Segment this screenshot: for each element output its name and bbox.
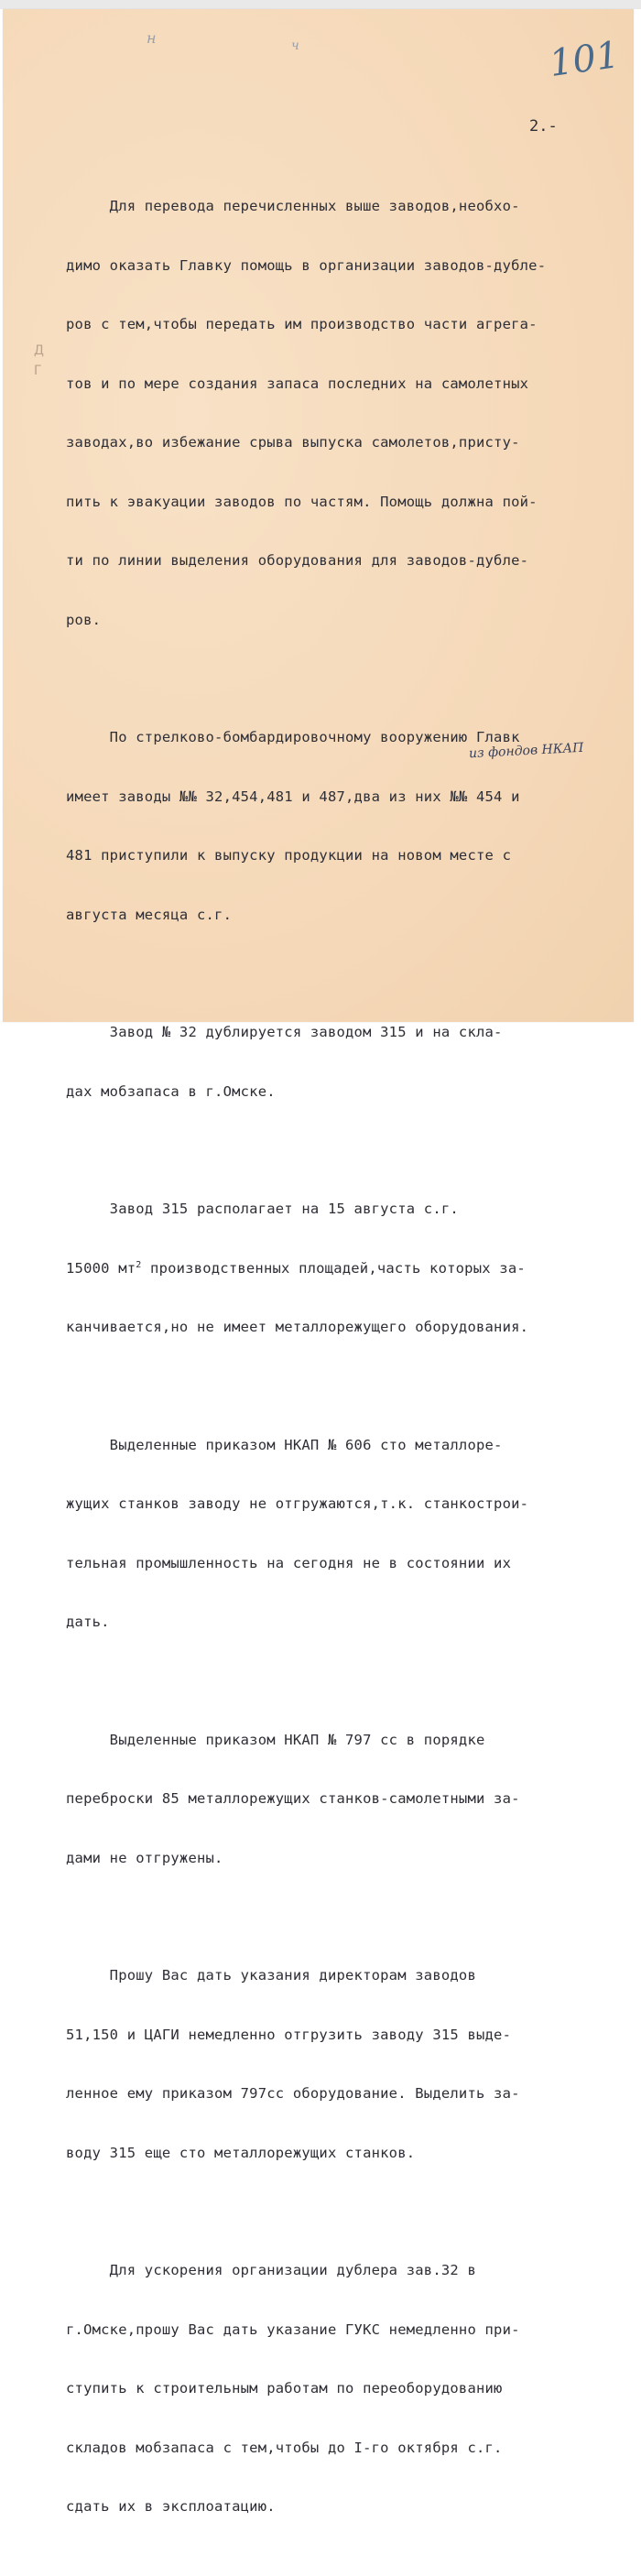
text-line: Для перевода перечисленных выше заводов,необхо- [66, 198, 520, 214]
text-line: По стрелково-бомбардировочному вооружению Главк [66, 729, 520, 745]
superscript: 2 [136, 1259, 142, 1270]
text-line: дами не отгружены. [66, 1849, 223, 1866]
pencil-mark: ч [291, 38, 299, 53]
text-line: складов мобзапаса с тем,чтобы до I-го октября с.г. [66, 2439, 503, 2456]
paragraph [66, 1927, 615, 2202]
text-line: Для ускорения организации дублера зав.32 в [66, 2262, 476, 2278]
text-line: переброски 85 металлорежущих станков-самолетными за- [66, 1790, 520, 1807]
paragraph [66, 689, 615, 964]
folio-number: 101 [547, 33, 623, 86]
text-line: димо оказать Главку помощь в организации заводов-дубле- [66, 256, 547, 274]
margin-mark: Г [34, 364, 42, 378]
text-line: Выделенные приказом НКАП № 797 сс в порядке [66, 1731, 485, 1748]
paragraph [66, 158, 615, 669]
text-fragment: 15000 мт [66, 1259, 136, 1277]
text-line: дах мобзапаса в г.Омске. [66, 1082, 276, 1100]
text-line: 51,150 и ЦАГИ немедленно отгрузить заводу 315 выде- [66, 2026, 512, 2043]
paragraph [66, 1691, 615, 1908]
paragraph [66, 2222, 615, 2557]
text-line: тельная промышленность на сегодня не в состоянии их [66, 1554, 512, 1571]
text-line: Прошу Вас дать указания директорам заводов [66, 1967, 476, 1984]
text-fragment: производственных площадей,часть которых за- [141, 1259, 526, 1277]
text-line: жущих станков заводу не отгружаются,т.к. станкострои- [66, 1495, 529, 1512]
paragraph [66, 1160, 615, 1377]
text-line: пить к эвакуации заводов по частям. Помощь должна пой- [66, 493, 538, 510]
handwritten-annotation: из фондов НКАП [468, 740, 584, 762]
text-line: дать. [66, 1614, 110, 1630]
margin-marks [34, 341, 44, 381]
paragraph [66, 1397, 615, 1672]
text-line: воду 315 еще сто металлорежущих станков. [66, 2144, 416, 2161]
text-line: канчивается,но не имеет металлорежущего оборудования. [66, 1319, 529, 1335]
text-line: ров. [66, 611, 102, 628]
margin-mark: Д [34, 343, 44, 358]
text-line: тов и по мере создания запаса последних на самолетных [66, 375, 529, 392]
document-body [66, 158, 615, 2576]
text-line: ров с тем,чтобы передать им производство части агрега- [66, 316, 538, 332]
pencil-mark: н [147, 29, 157, 47]
text-line [66, 1259, 615, 1279]
text-line: 481 приступили к выпуску продукции на новом месте с [66, 847, 512, 864]
text-line: г.Омске,прошу Вас дать указание ГУКС немедленно при- [66, 2321, 520, 2338]
text-line: заводах,во избежание срыва выпуска самолетов,присту- [66, 434, 520, 451]
text-line: ти по линии выделения оборудования для заводов-дубле- [66, 552, 529, 569]
text-line: имеет заводы №№ 32,454,481 и 487,два из них №№ 454 и [66, 788, 520, 805]
text-line: ленное ему приказом 797сс оборудование. Выделить за- [66, 2085, 520, 2102]
page-number: 2.- [529, 117, 558, 136]
text-line: Завод № 32 дублируется заводом 315 и на скла- [66, 1024, 503, 1040]
text-line: Выделенные приказом НКАП № 606 сто металлоре- [66, 1436, 503, 1453]
top-strip [0, 0, 641, 9]
text-line: ступить к строительным работам по переоборудованию [66, 2380, 503, 2397]
paragraph [66, 984, 615, 1141]
text-line: сдать их в эксплоатацию. [66, 2498, 276, 2515]
text-line: августа месяца с.г. [66, 906, 233, 923]
text-line: Завод 315 располагает на 15 августа с.г. [66, 1201, 459, 1217]
